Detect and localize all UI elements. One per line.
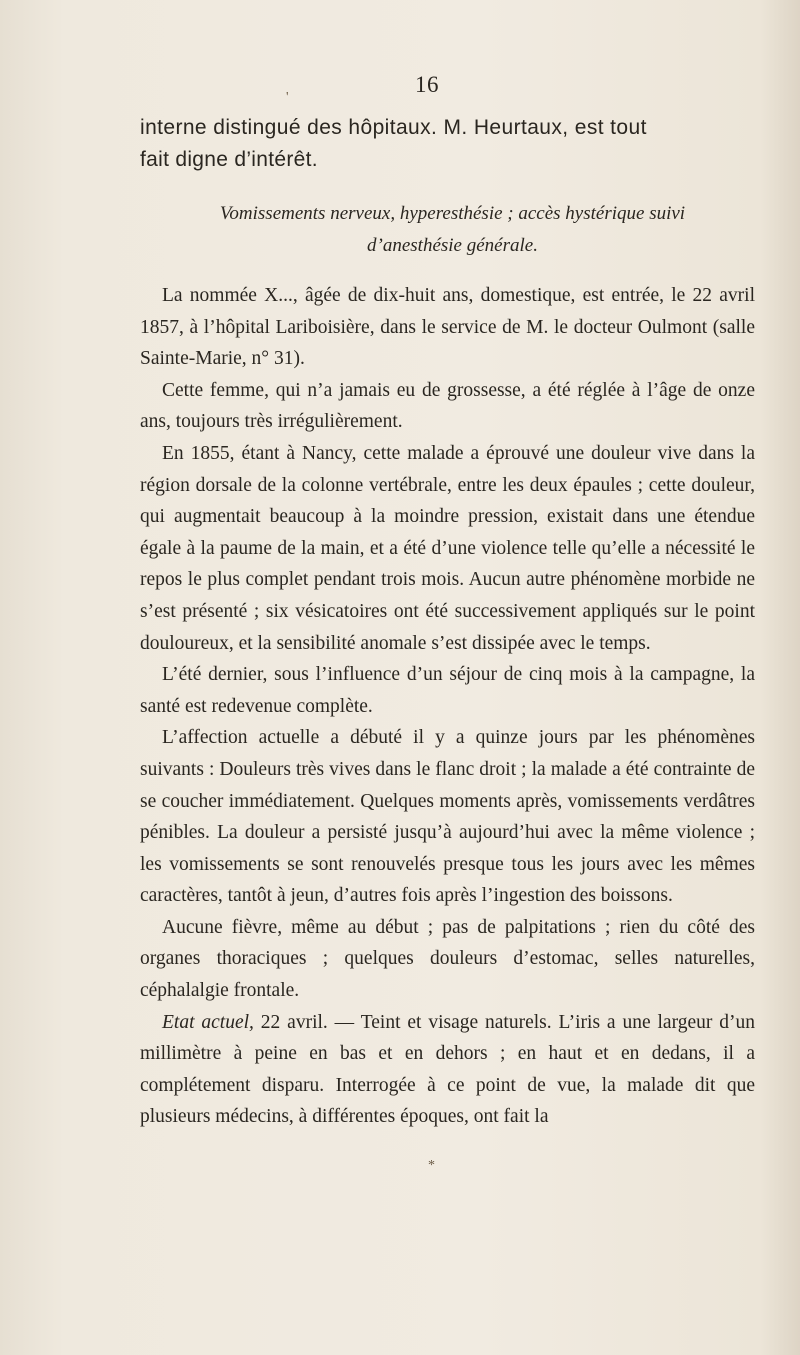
paragraph: L’affection actuelle a débuté il y a quinze jours par les phénomènes suivants : Douleurs très vives dans le flanc droit ; la malade a été contrainte de se coucher immédiatement. Quelques moments après, vomissements verdâtres pénibles. La douleur a persisté jusqu’à aujourd’hui avec la même violence ; les vomissements se sont renouvelés presque tous les jours avec les mêmes caractères, tantôt à jeun, d’autres fois après l’ingestion des boissons.	[140, 727, 755, 907]
text-block	[140, 112, 755, 1133]
continuation-line: interne distingué des hôpitaux. M. Heurtaux, est tout	[140, 116, 647, 139]
paragraph	[140, 1007, 755, 1133]
paragraph: Aucune fièvre, même au début ; pas de palpitations ; rien du côté des organes thoraciques ; quelques douleurs d’estomac, selles naturelles, céphalalgie frontale.	[140, 916, 755, 1002]
paragraph: La nommée X..., âgée de dix-huit ans, domestique, est entrée, le 22 avril 1857, à l’hôpital Lariboisière, dans le service de M. le docteur Oulmont (salle Sainte-Marie, n° 31).	[140, 285, 755, 370]
paragraph: Cette femme, qui n’a jamais eu de grossesse, a été réglée à l’âge de onze ans, toujours très irrégulièrement.	[140, 379, 755, 433]
continuation-line: fait digne d’intérêt.	[140, 148, 318, 171]
paragraph-rest: 22 avril. — Teint et visage naturels. L’iris a une largeur d’un millimètre à peine en bas et en dehors ; en haut et en dedans, il a complétement disparu. Interrogée à ce point de vue, la malade dit que plusieurs médecins, à différentes époques, ont fait la	[140, 1011, 755, 1128]
page-number: 16	[415, 72, 439, 97]
paragraph: En 1855, étant à Nancy, cette malade a éprouvé une douleur vive dans la région dorsale de la colonne vertébrale, entre les deux épaules ; cette douleur, qui augmentait beaucoup à la moindre pression, existait dans une étendue égale à la paume de la main, et a été d’une violence telle qu’elle a nécessité le repos le plus complet pendant trois mois. Aucun autre phénomène morbide ne s’est présenté ; six vésicatoires ont été successivement appliqués sur le point douloureux, et la sensibilité anomale s’est dissipée avec le temps.	[140, 442, 755, 654]
heading-line: d’anesthésie générale.	[367, 235, 538, 256]
ink-speck: '	[286, 90, 289, 105]
section-heading	[140, 198, 755, 262]
heading-line: Vomissements nerveux, hyperesthésie ; accès hystérique suivi	[219, 203, 686, 224]
ink-speck: *	[428, 1158, 435, 1173]
paragraph: L’été dernier, sous l’influence d’un séjour de cinq mois à la campagne, la santé est redevenue complète.	[140, 664, 755, 717]
paragraph-lead: Etat actuel,	[162, 1011, 254, 1033]
